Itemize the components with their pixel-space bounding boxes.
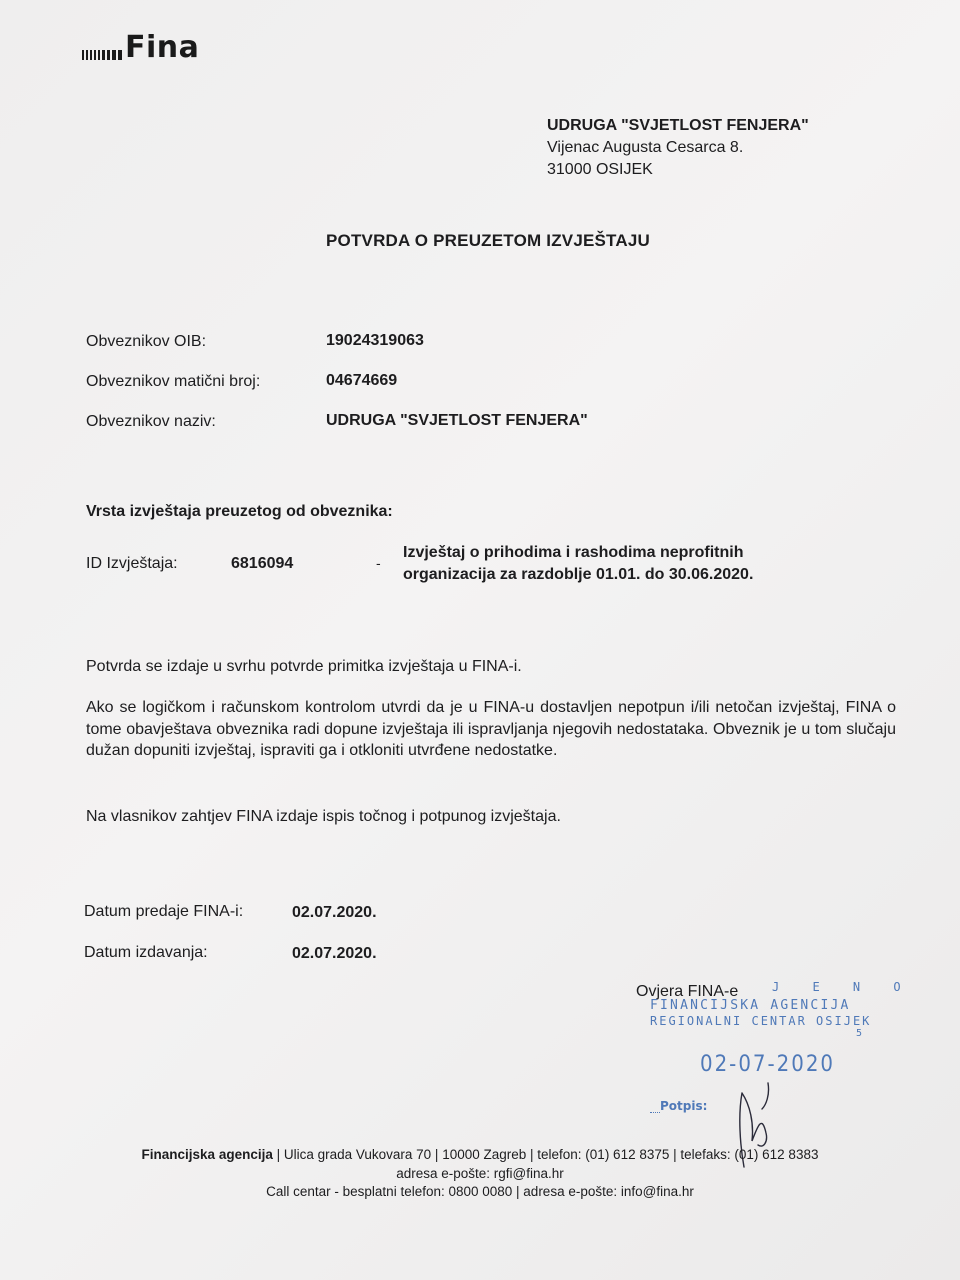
paragraph-request: Na vlasnikov zahtjev FINA izdaje ispis točnog i potpunog izvještaja.	[86, 808, 561, 825]
stamp-line1: J E N O	[772, 980, 914, 994]
report-dash: -	[376, 555, 381, 571]
stamp-agency: FINANCIJSKA AGENCIJA	[650, 998, 851, 1013]
oib-value: 19024319063	[326, 332, 424, 349]
paragraph-purpose: Potvrda se izdaje u svrhu potvrde primitka izvještaja u FINA-i.	[86, 658, 522, 675]
oib-label: Obveznikov OIB:	[86, 333, 207, 350]
report-description	[403, 542, 843, 586]
maticni-broj-value: 04674669	[326, 372, 398, 389]
footer-org: Financijska agencija	[141, 1147, 273, 1162]
logo-text: Fina	[125, 30, 200, 65]
report-id-value: 6816094	[231, 555, 294, 572]
recipient-address	[547, 115, 809, 181]
recipient-street: Vijenac Augusta Cesarca 8.	[547, 139, 744, 156]
report-id-label: ID Izvještaja:	[86, 555, 178, 572]
logo-bars-icon	[82, 38, 122, 60]
stamp-regional-center: REGIONALNI CENTAR OSIJEK	[650, 1014, 872, 1028]
signature-dots	[650, 1112, 660, 1114]
issue-date-value: 02.07.2020.	[292, 945, 377, 962]
recipient-name: UDRUGA "SVJETLOST FENJERA"	[547, 117, 809, 134]
footer-email: adresa e-pošte: rgfi@fina.hr	[396, 1166, 564, 1181]
stamp-date: 02-07-2020	[700, 1052, 836, 1077]
fina-logo	[82, 30, 200, 65]
naziv-value: UDRUGA "SVJETLOST FENJERA"	[326, 412, 588, 429]
footer-contact: | Ulica grada Vukovara 70 | 10000 Zagreb | telefon: (01) 612 8375 | telefaks: (01) 612 8383	[272, 1147, 819, 1162]
report-description-line1: Izvještaj o prihodima i rashodima neprofitnih	[403, 544, 744, 561]
submission-date-label: Datum predaje FINA-i:	[84, 903, 244, 920]
signature-label: Potpis:	[660, 1099, 708, 1113]
naziv-label: Obveznikov naziv:	[86, 413, 216, 430]
paragraph-control: Ako se logičkom i računskom kontrolom utvrdi da je u FINA-u dostavljen nepotpun i/ili netočan izvještaj, FINA o tome obavještava obveznika radi dopune izvještaja ili ispravljanja njegovih nedostataka. Obveznik je u tom slučaju dužan dopuniti izvještaj, ispraviti ga i otkloniti utvrđene nedostatke.	[86, 699, 896, 759]
document-title-wrap	[0, 231, 960, 251]
footer-call-center: Call centar - besplatni telefon: 0800 0080 | adresa e-pošte: info@fina.hr	[266, 1184, 694, 1199]
submission-date-value: 02.07.2020.	[292, 904, 377, 921]
certification-label: Ovjera FINA-e	[636, 983, 739, 1000]
report-heading: Vrsta izvještaja preuzetog od obveznika:	[86, 503, 393, 520]
footer-line1	[0, 1146, 960, 1164]
issue-date-label: Datum izdavanja:	[84, 944, 208, 961]
stamp-number: 5	[856, 1028, 863, 1039]
report-description-line2: organizacija za razdoblje 01.01. do 30.06.2020.	[403, 566, 754, 583]
recipient-city: 31000 OSIJEK	[547, 161, 653, 178]
document-title: POTVRDA O PREUZETOM IZVJEŠTAJU	[325, 231, 650, 250]
maticni-broj-label: Obveznikov matični broj:	[86, 373, 261, 390]
